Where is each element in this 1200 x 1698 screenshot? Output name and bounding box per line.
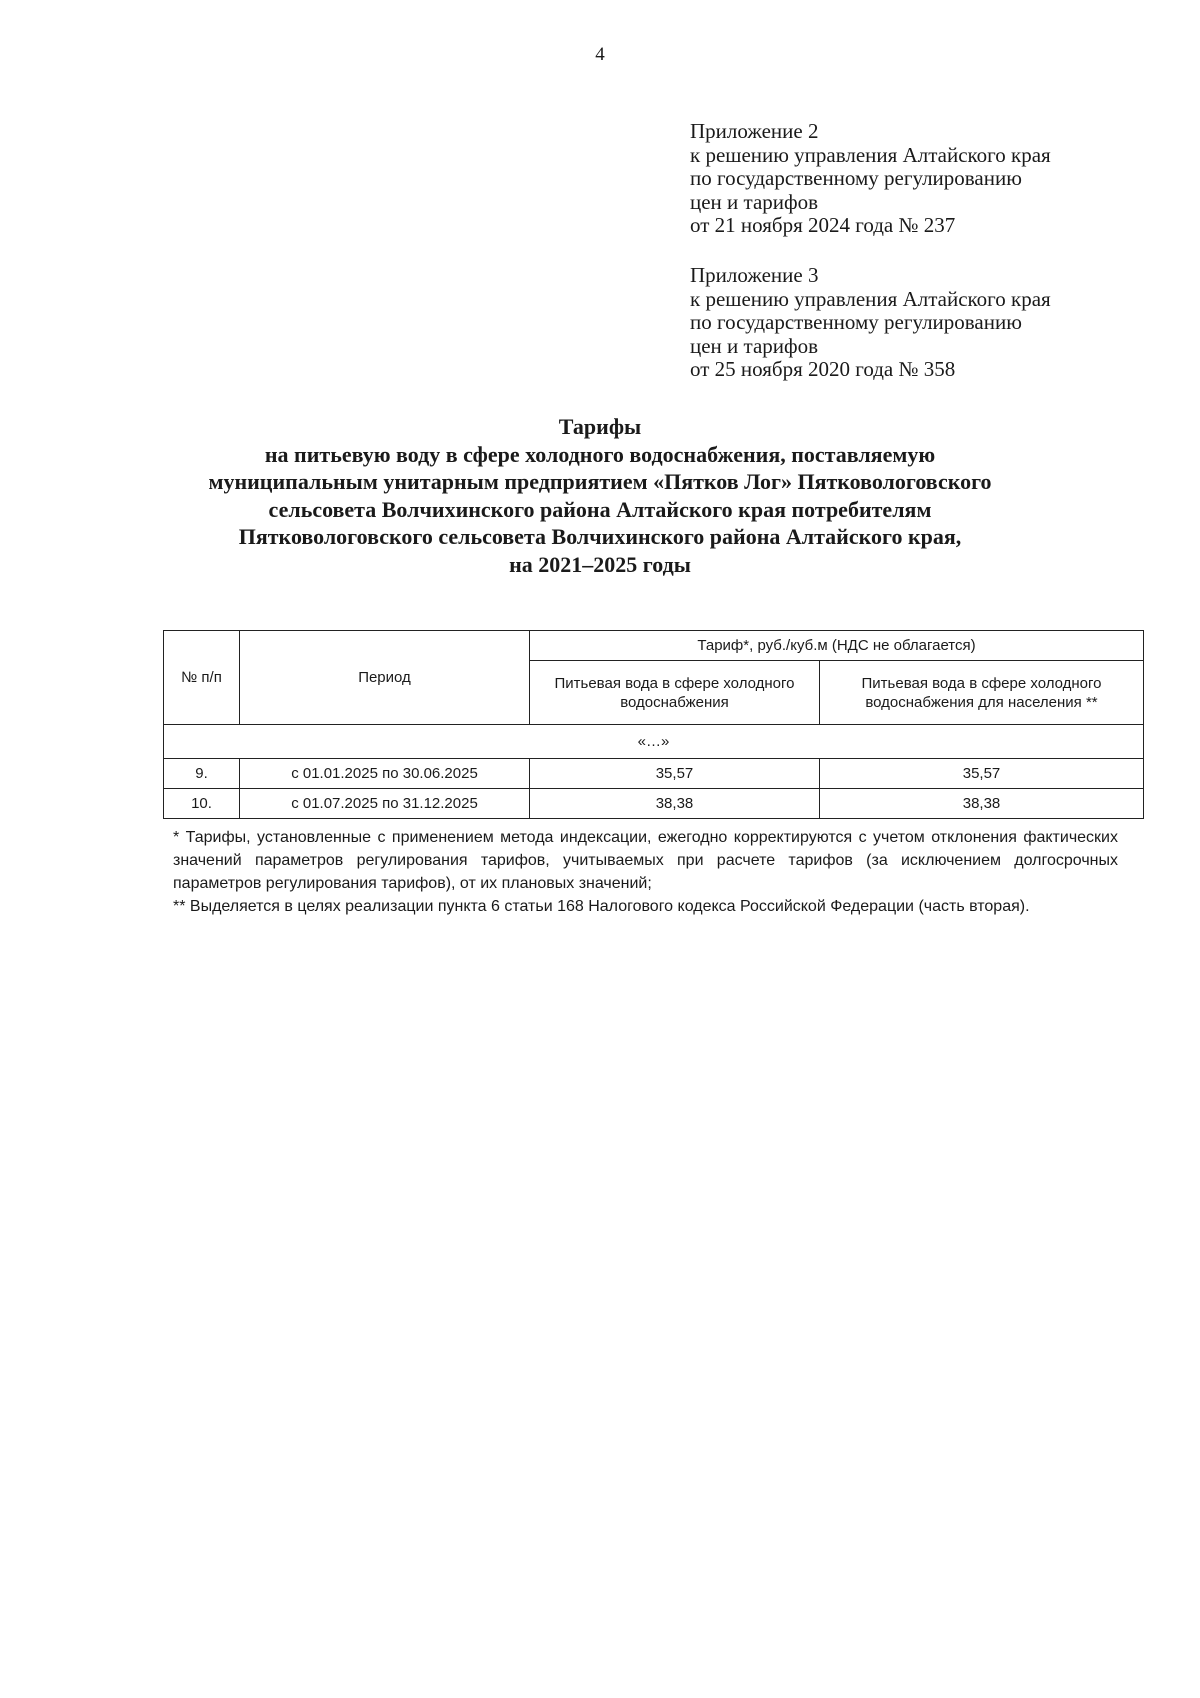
document-title bbox=[150, 413, 1050, 578]
appendix-line: по государственному регулированию bbox=[690, 310, 1022, 334]
row-period: с 01.07.2025 по 31.12.2025 bbox=[240, 789, 530, 819]
appendix-line: к решению управления Алтайского края bbox=[690, 286, 1051, 311]
row-tariff-population: 35,57 bbox=[820, 759, 1144, 789]
row-tariff-population: 38,38 bbox=[820, 789, 1144, 819]
omitted-rows-marker: «…» bbox=[164, 725, 1144, 759]
appendix-line: от 21 ноября 2024 года № 237 bbox=[690, 213, 956, 237]
header-tariff: Тариф*, руб./куб.м (НДС не облагается) bbox=[530, 631, 1144, 661]
row-number: 9. bbox=[164, 759, 240, 789]
footnotes bbox=[173, 826, 1118, 918]
footnote: ** Выделяется в целях реализации пункта 6 статьи 168 Налогового кодекса Российской Федерации (часть вторая). bbox=[173, 898, 1030, 915]
appendix-line: Приложение 3 bbox=[690, 263, 819, 287]
appendix-line: к решению управления Алтайского края bbox=[690, 142, 1051, 167]
title-line: Пятковологовского сельсовета Волчихинского района Алтайского края, bbox=[238, 524, 962, 549]
appendix-line: цен и тарифов bbox=[690, 333, 819, 358]
header-number: № п/п bbox=[164, 631, 240, 725]
title-line: сельсовета Волчихинского района Алтайского края потребителям bbox=[268, 496, 932, 522]
appendix-line: цен и тарифов bbox=[690, 189, 819, 214]
appendix-line: от 25 ноября 2020 года № 358 bbox=[690, 357, 956, 381]
row-number: 10. bbox=[164, 789, 240, 819]
header-period: Период bbox=[240, 631, 530, 725]
header-drinking-water: Питьевая вода в сфере холодного водоснабжения bbox=[530, 661, 820, 725]
table-row bbox=[164, 759, 1144, 789]
title-line: муниципальным унитарным предприятием «Пятков Лог» Пятковологовского bbox=[208, 469, 992, 494]
footnote: * Тарифы, установленные с применением метода индексации, ежегодно корректируются с учетом отклонения фактических значений параметров регулирования тарифов, учитываемых при расчете тарифов (за исключением долгосрочных параметров регулирования тарифов), от их плановых значений; bbox=[173, 829, 1118, 892]
row-period: с 01.01.2025 по 30.06.2025 bbox=[240, 759, 530, 789]
appendix-2-block bbox=[690, 120, 1160, 238]
title-line: на 2021–2025 годы bbox=[509, 551, 691, 577]
table-row bbox=[164, 789, 1144, 819]
appendix-3-block bbox=[690, 264, 1160, 382]
title-line: Тарифы bbox=[558, 414, 642, 439]
appendix-line: по государственному регулированию bbox=[690, 166, 1022, 190]
title-line: на питьевую воду в сфере холодного водоснабжения, поставляемую bbox=[264, 441, 936, 467]
header-drinking-water-population: Питьевая вода в сфере холодного водоснабжения для населения ** bbox=[820, 661, 1144, 725]
tariff-table bbox=[163, 630, 1144, 819]
appendix-line: Приложение 2 bbox=[690, 119, 819, 143]
row-tariff: 35,57 bbox=[530, 759, 820, 789]
row-tariff: 38,38 bbox=[530, 789, 820, 819]
page-number: 4 bbox=[595, 44, 605, 65]
